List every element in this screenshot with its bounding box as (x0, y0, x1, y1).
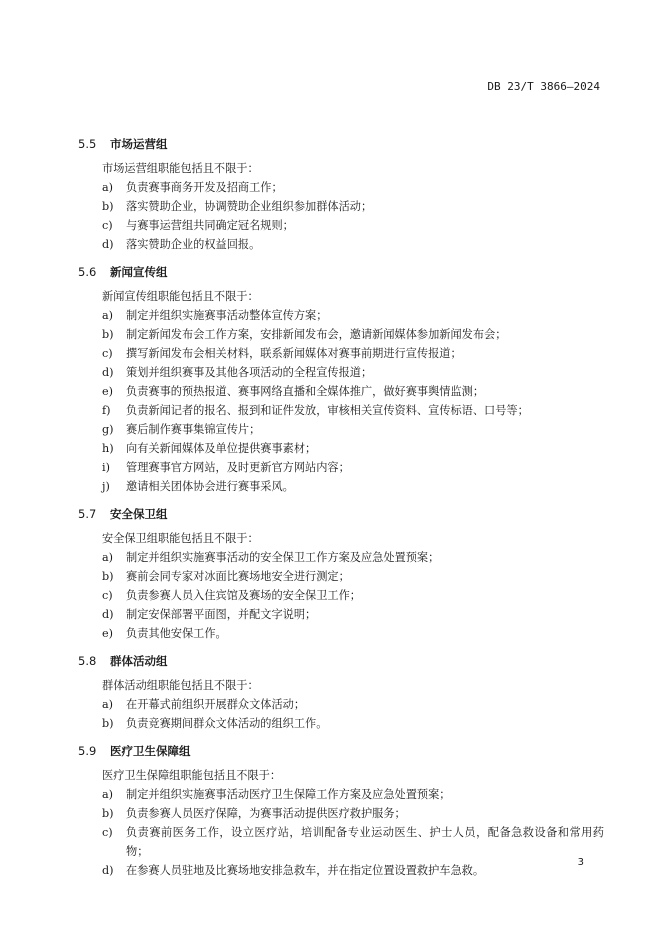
list-item-text: 负责赛事商务开发及招商工作； (126, 181, 283, 194)
list-item-text: 赛后制作赛事集锦宣传片； (126, 423, 261, 436)
list-item-text: 制定安保部署平面图，并配文字说明； (126, 608, 317, 621)
list-item-text: 负责参赛人员入住宾馆及赛场的安全保卫工作； (126, 589, 361, 602)
list-item-marker: c) (102, 219, 113, 232)
list-item-marker: b) (102, 807, 114, 820)
document-code: DB 23/T 3866—2024 (487, 80, 600, 93)
list-item-marker: a) (102, 698, 114, 711)
section-intro: 群体活动组职能包括且不限于： (102, 679, 259, 692)
list-item (102, 823, 604, 861)
list-item (102, 624, 604, 643)
list-item (102, 695, 604, 714)
list-item (102, 785, 604, 804)
list-item (102, 382, 604, 401)
list-item (102, 605, 604, 624)
list-item-text: 落实赞助企业的权益回报。 (126, 238, 261, 251)
list-item-marker: b) (102, 328, 114, 341)
section-number: 5.9 (78, 744, 97, 758)
list-item-marker: c) (102, 826, 113, 839)
list-item-text: 负责赛事的预热报道、赛事网络直播和全媒体推广，做好赛事舆情监测； (126, 385, 485, 398)
list-item-text: 在开幕式前组织开展群众文体活动； (126, 698, 306, 711)
list-item (102, 586, 604, 605)
list-item-marker: b) (102, 570, 114, 583)
section-intro: 医疗卫生保障组职能包括且不限于： (102, 769, 282, 782)
list-item-text: 撰写新闻发布会相关材料，联系新闻媒体对赛事前期进行宣传报道； (126, 347, 462, 360)
list-item (102, 477, 604, 496)
section-intro: 新闻宣传组职能包括且不限于： (102, 290, 259, 303)
list-item (102, 363, 604, 382)
section-5-5 (78, 134, 604, 254)
list-item-text: 在参赛人员驻地及比赛场地安排急救车，并在指定位置设置救护车急救。 (126, 864, 485, 877)
section-number: 5.7 (78, 507, 97, 521)
list-item-marker: b) (102, 717, 114, 730)
section-heading (78, 651, 604, 671)
list-item-text: 负责其他安保工作。 (126, 627, 227, 640)
list-item (102, 804, 604, 823)
list-item-text: 制定新闻发布会工作方案，安排新闻发布会，邀请新闻媒体参加新闻发布会； (126, 328, 507, 341)
list-item-marker: e) (102, 627, 113, 640)
list-item-text: 负责新闻记者的报名、报到和证件发放，审核相关宣传资料、宣传标语、口号等； (126, 404, 529, 417)
list-item-marker: i) (102, 461, 110, 474)
page-number: 3 (577, 857, 584, 868)
section-heading (78, 134, 604, 154)
section-title: 新闻宣传组 (110, 265, 168, 279)
list-item-marker: e) (102, 385, 113, 398)
list-item (102, 439, 604, 458)
list-item (102, 197, 604, 216)
list-item-text: 负责竞赛期间群众文体活动的组织工作。 (126, 717, 328, 730)
section-title: 医疗卫生保障组 (110, 744, 191, 758)
document-body (78, 134, 604, 880)
list-item-marker: a) (102, 551, 114, 564)
list-item (102, 401, 604, 420)
list-item-text: 与赛事运营组共同确定冠名规则； (126, 219, 294, 232)
list-item-text: 邀请相关团体协会进行赛事采风。 (126, 480, 294, 493)
list-item-marker: d) (102, 238, 114, 251)
section-5-8 (78, 651, 604, 733)
list-item-marker: d) (102, 608, 114, 621)
list-item (102, 235, 604, 254)
list-item-marker: d) (102, 864, 114, 877)
section-5-9 (78, 741, 604, 880)
list-item-text: 负责赛前医务工作，设立医疗站，培训配备专业运动医生、护士人员，配备急救设备和常用药物； (126, 826, 604, 858)
list-item-text: 制定并组织实施赛事活动医疗卫生保障工作方案及应急处置预案； (126, 788, 451, 801)
list-item-marker: b) (102, 200, 114, 213)
section-intro: 市场运营组职能包括且不限于： (102, 162, 259, 175)
list-item-text: 赛前会同专家对冰面比赛场地安全进行测定； (126, 570, 350, 583)
list-item-marker: h) (102, 442, 114, 455)
section-number: 5.6 (78, 265, 97, 279)
list-item (102, 344, 604, 363)
list-item (102, 714, 604, 733)
section-heading (78, 741, 604, 761)
list-item (102, 306, 604, 325)
list-item-text: 制定并组织实施赛事活动整体宣传方案； (126, 309, 328, 322)
list-item-text: 管理赛事官方网站，及时更新官方网站内容； (126, 461, 350, 474)
section-number: 5.8 (78, 654, 97, 668)
list-item-text: 向有关新闻媒体及单位提供赛事素材； (126, 442, 317, 455)
list-item-marker: c) (102, 589, 113, 602)
list-item (102, 420, 604, 439)
list-item-marker: c) (102, 347, 113, 360)
section-title: 安全保卫组 (110, 507, 168, 521)
list-item-text: 制定并组织实施赛事活动的安全保卫工作方案及应急处置预案； (126, 551, 440, 564)
list-item (102, 325, 604, 344)
list-item (102, 567, 604, 586)
section-title: 群体活动组 (110, 654, 168, 668)
list-item (102, 861, 604, 880)
list-item (102, 178, 604, 197)
section-number: 5.5 (78, 137, 97, 151)
section-heading (78, 262, 604, 282)
list-item-text: 负责参赛人员医疗保障，为赛事活动提供医疗救护服务； (126, 807, 406, 820)
section-5-7 (78, 504, 604, 643)
section-title: 市场运营组 (110, 137, 168, 151)
list-item-text: 策划并组织赛事及其他各项活动的全程宣传报道； (126, 366, 373, 379)
list-item (102, 216, 604, 235)
list-item-marker: a) (102, 788, 114, 801)
list-item-marker: a) (102, 309, 114, 322)
list-item (102, 548, 604, 567)
section-intro: 安全保卫组职能包括且不限于： (102, 532, 259, 545)
list-item-marker: d) (102, 366, 114, 379)
list-item-marker: j) (102, 480, 110, 493)
list-item (102, 458, 604, 477)
list-item-text: 落实赞助企业，协调赞助企业组织参加群体活动； (126, 200, 373, 213)
section-5-6 (78, 262, 604, 496)
list-item-marker: g) (102, 423, 114, 436)
list-item-marker: a) (102, 181, 114, 194)
section-heading (78, 504, 604, 524)
list-item-marker: f) (102, 404, 111, 417)
